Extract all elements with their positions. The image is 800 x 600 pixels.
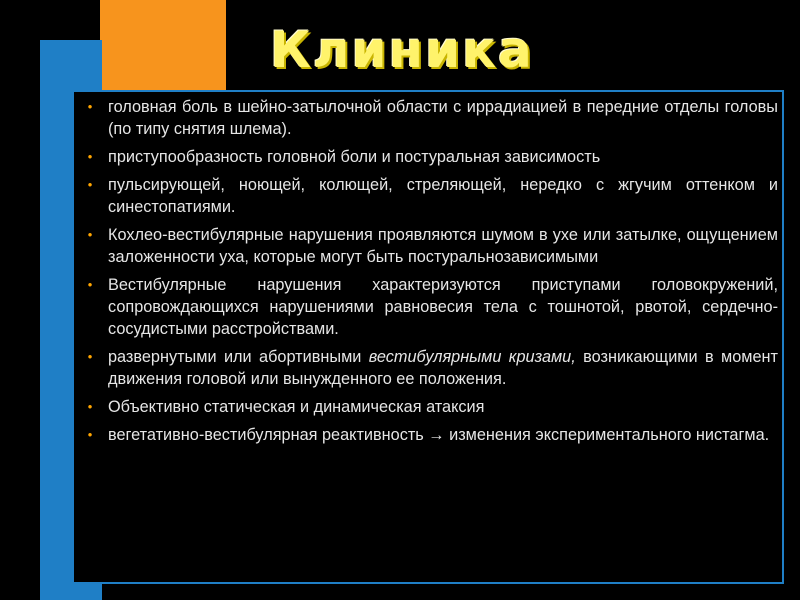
bullet-icon: • [87, 277, 93, 292]
list-item-text: Объективно статическая и динамическая атаксия [108, 398, 485, 416]
list-item-text-part: развернутыми или абортивными [108, 348, 369, 366]
list-item [80, 224, 778, 268]
list-item [80, 146, 778, 168]
list-item-text: приступообразность головной боли и постуральная зависимость [108, 148, 601, 166]
bullet-icon: • [87, 399, 93, 414]
bullet-icon: • [87, 349, 93, 364]
list-item [80, 174, 778, 218]
list-item [80, 346, 778, 390]
bullet-icon: • [87, 427, 93, 442]
list-item [80, 96, 778, 140]
list-item [80, 396, 778, 418]
list-item [80, 274, 778, 340]
bullet-icon: • [87, 177, 93, 192]
list-item [80, 424, 778, 446]
list-item-text-part: возникающими в момент движения головой или вынужденного ее положения. [108, 348, 778, 388]
bullet-list [80, 96, 778, 452]
list-item-text [108, 346, 778, 390]
bullet-icon: • [87, 99, 93, 114]
list-item-text: Вестибулярные нарушения характеризуются приступами головокружений, сопровождающихся нарушениями равновесия тела с тошнотой, рвотой, сердечно-сосудистыми расстройствами. [108, 276, 778, 338]
slide-title: Клиника [270, 21, 534, 79]
list-item-text: головная боль в шейно-затылочной области с иррадиацией в передние отделы головы (по типу снятия шлема). [108, 98, 778, 138]
list-item-text: вегетативно-вестибулярная реактивность → изменения экспериментального нистагма. [108, 426, 770, 444]
bullet-icon: • [87, 149, 93, 164]
orange-decor-block [100, 0, 226, 90]
list-item-text: пульсирующей, ноющей, колющей, стреляющей, нередко с жгучим оттенком и синестопатиями. [108, 176, 778, 216]
bullet-icon: • [87, 227, 93, 242]
list-item-text-italic: вестибулярными кризами, [368, 348, 576, 366]
list-item-text: Кохлео-вестибулярные нарушения проявляются шумом в ухе или затылке, ощущением заложенности уха, которые могут быть постуральнозависимыми [108, 226, 778, 266]
